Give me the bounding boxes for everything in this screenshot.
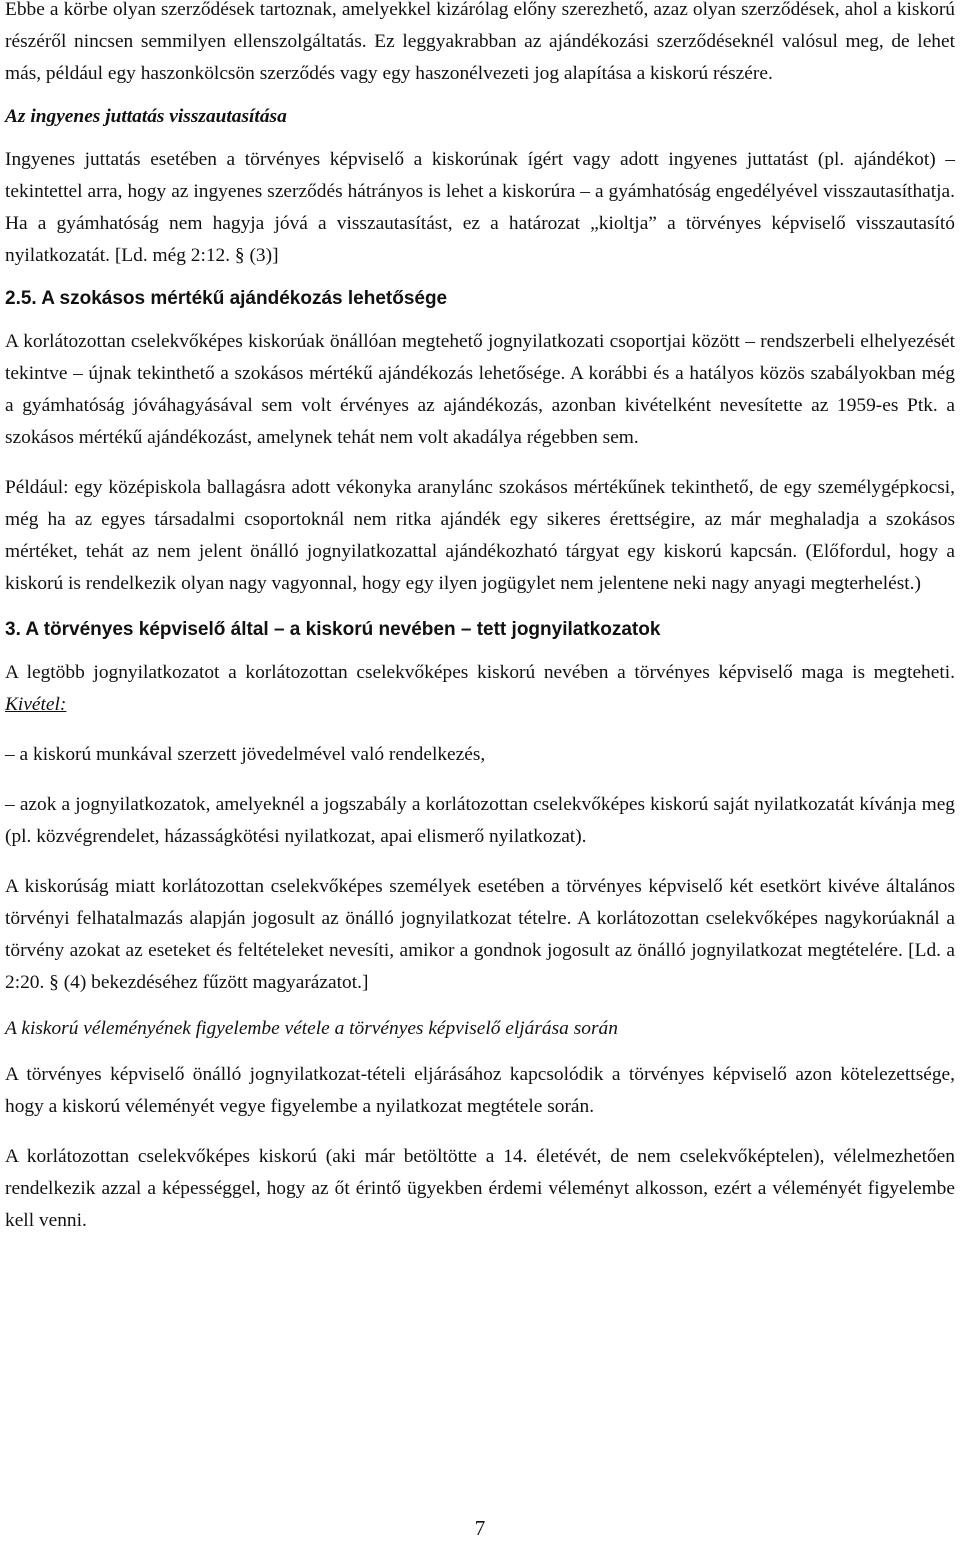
page-number: 7 (474, 1516, 486, 1540)
exception-item-1: – a kiskorú munkával szerzett jövedelmével való rendelkezés, (5, 744, 486, 765)
free-grant-heading: Az ingyenes juttatás visszautasítása (5, 106, 287, 127)
free-grant-paragraph: Ingyenes juttatás esetében a törvényes képviselő a kiskorúnak ígért vagy adott ingyenes juttatást (pl. ajándékot) – tekintettel arra, hogy az ingyenes szerződés hátrányos is lehet a kiskorúra – a gyámhatóság engedélyével visszautasíthatja. Ha a gyámhatóság nem hagyja jóvá a visszautasítást, ez a határozat „kioltja” a törvényes képviselő visszautasító nyilatkozatát. [Ld. még 2:12. § (3)] (5, 149, 955, 266)
section-3-paragraph-1 (5, 657, 955, 721)
section-3-subheading: A kiskorú véleményének figyelembe vétele a törvényes képviselő eljárása során (5, 1018, 618, 1039)
section-3-paragraph-4: A korlátozottan cselekvőképes kiskorú (aki már betöltötte a 14. életévét, de nem cselekvőképtelen), vélelmezhetően rendelkezik azzal a képességgel, hogy az őt érintő ügyekben érdemi véleményt alkosson, ezért a véleményét figyelembe kell venni. (5, 1146, 955, 1231)
section-3-paragraph-3: A törvényes képviselő önálló jognyilatkozat-tételi eljárásához kapcsolódik a törvényes képviselő azon kötelezettsége, hogy a kiskorú véleményét vegye figyelembe a nyilatkozat megtétele során. (5, 1064, 955, 1117)
exception-label: Kivétel: (5, 694, 67, 715)
section-2-5-paragraph-2: Például: egy középiskola ballagásra adott vékonyka aranylánc szokásos mértékűnek tekinthető, de egy személygépkocsi, még ha az egyes társadalmi csoportoknál nem ritka ajándék egy sikeres érettségire, az már meghaladja a szokásos mértéket, tehát az nem jelent önálló jognyilatkozattal ajándékozható tárgyat egy kiskorú kapcsán. (Előfordul, hogy a kiskorú is rendelkezik olyan nagy vagyonnal, hogy egy ilyen jogügylet nem jelentene neki nagy anyagi megterhelést.) (5, 477, 955, 594)
section-2-5-heading: 2.5. A szokásos mértékű ajándékozás lehetősége (5, 288, 448, 309)
intro-paragraph: Ebbe a körbe olyan szerződések tartoznak, amelyekkel kizárólag előny szerezhető, azaz olyan szerződések, ahol a kiskorú részéről nincsen semmilyen ellenszolgáltatás. Ez leggyakrabban az ajándékozási szerződéseknél valósul meg, de lehet más, például egy haszonkölcsön szerződés vagy egy haszonélvezeti jog alapítása a kiskorú részére. (5, 0, 955, 84)
section-2-5-paragraph-1: A korlátozottan cselekvőképes kiskorúak önállóan megtehető jognyilatkozati csoportjai között – rendszerbeli elhelyezését tekintve – újnak tekinthető a szokásos mértékű ajándékozás lehetősége. A korábbi és a hatályos közös szabályokban még a gyámhatóság jóváhagyásával sem volt érvényes az ajándékozás, azonban kivételként nevesítette az 1959-es Ptk. a szokásos mértékű ajándékozást, amelynek tehát nem volt akadálya régebben sem. (5, 331, 955, 448)
section-3-heading: 3. A törvényes képviselő által – a kiskorú nevében – tett jognyilatkozatok (5, 619, 661, 640)
document-page (5, 0, 955, 1237)
section-3-paragraph-1-main: A legtöbb jognyilatkozatot a korlátozottan cselekvőképes kiskorú nevében a törvényes képviselő maga is megteheti. (5, 662, 955, 683)
exception-item-2: – azok a jognyilatkozatok, amelyeknél a jogszabály a korlátozottan cselekvőképes kiskorú saját nyilatkozatát kívánja meg (pl. közvégrendelet, házasságkötési nyilatkozat, apai elismerő nyilatkozat). (5, 794, 955, 847)
section-3-paragraph-2: A kiskorúság miatt korlátozottan cselekvőképes személyek esetében a törvényes képviselő két esetkört kivéve általános törvényi felhatalmazás alapján jogosult az önálló jognyilatkozat tételre. A korlátozottan cselekvőképes nagykorúaknál a törvény azokat az eseteket és feltételeket nevesíti, amikor a gondnok jogosult az önálló jognyilatkozat megtételére. [Ld. a 2:20. § (4) bekezdéséhez fűzött magyarázatot.] (5, 876, 955, 993)
